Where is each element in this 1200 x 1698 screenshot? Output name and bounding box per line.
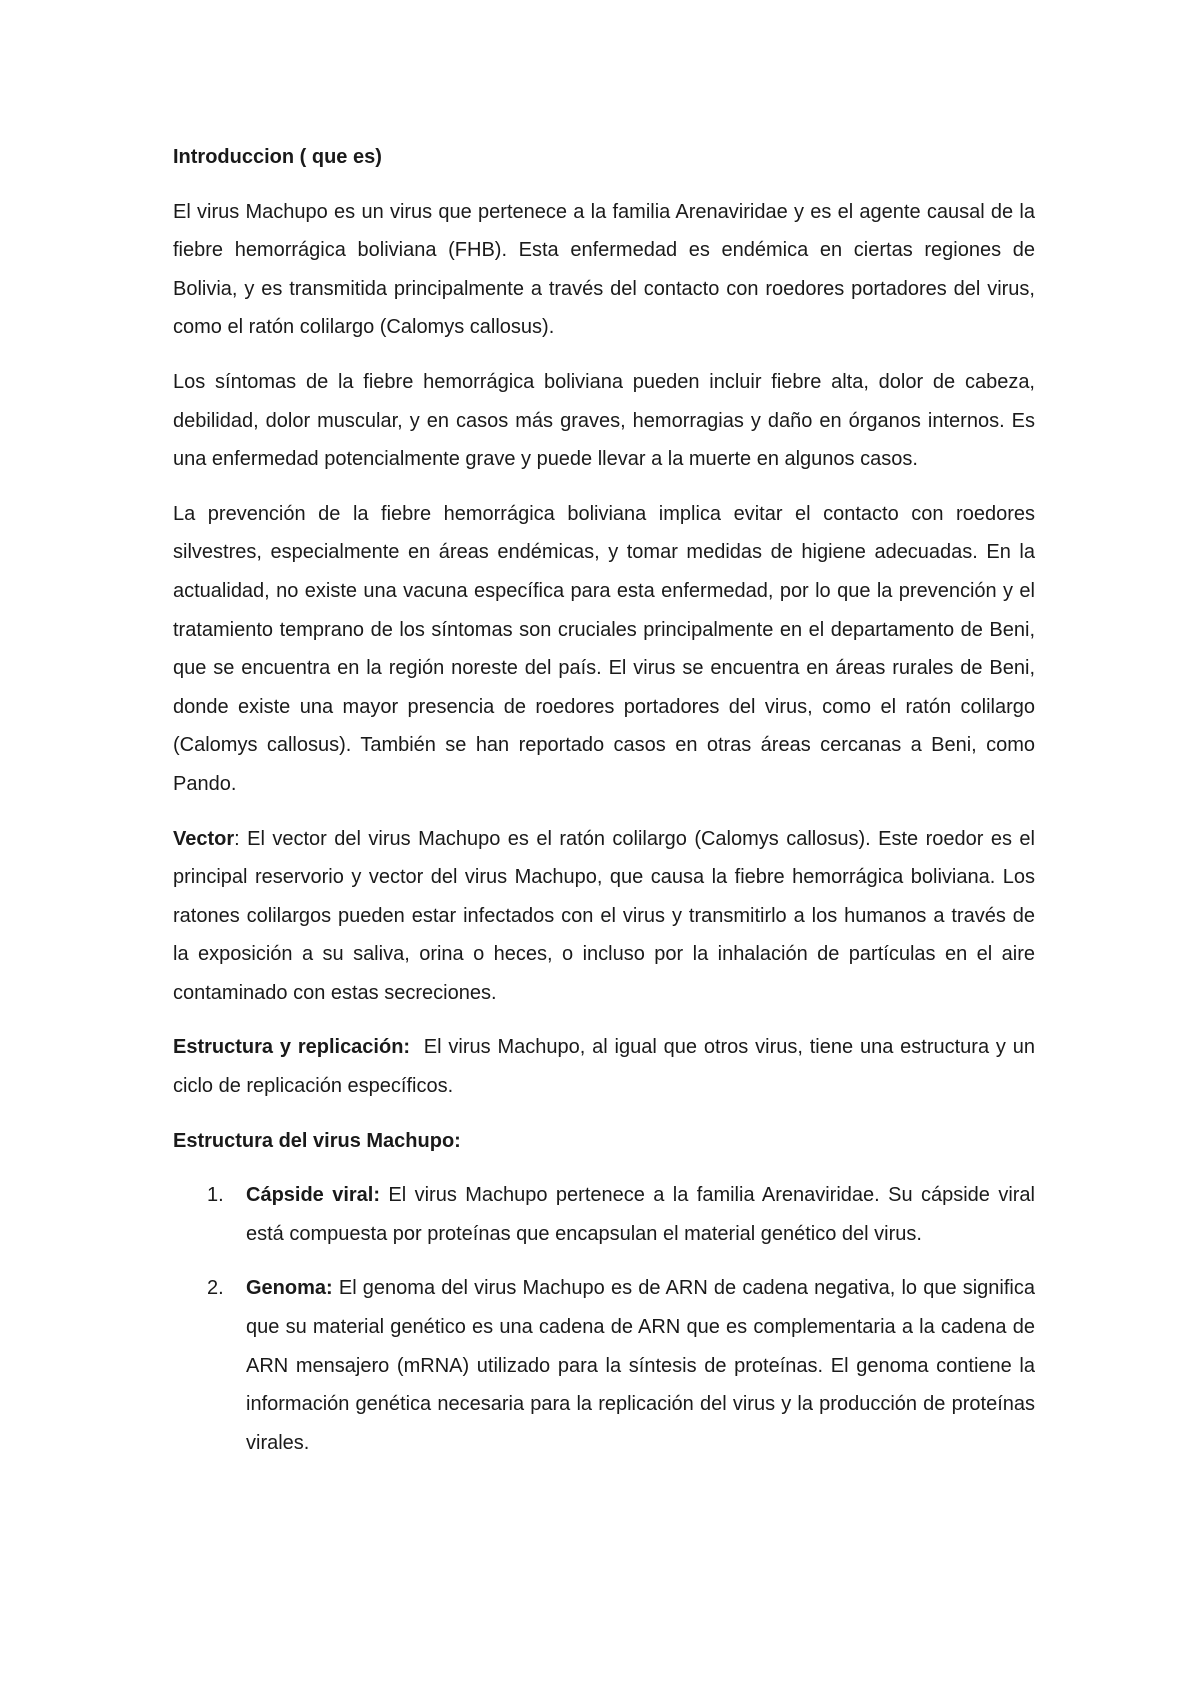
vector-label: Vector bbox=[173, 827, 235, 850]
vector-text: : El vector del virus Machupo es el ratón colilargo (Calomys callosus). Este roedor es el principal reservorio y vector del virus Machupo, que causa la fiebre hemorrágica boliviana. Los ratones colilargos pueden estar infectados con el virus y transmitirlo a los humanos a través de la exposición a su saliva, orina o heces, o incluso por la inhalación de partículas en el aire contaminado con estas secreciones. bbox=[173, 827, 1035, 1004]
paragraph-definition: El virus Machupo es un virus que pertenece a la familia Arenaviridae y es el agente causal de la fiebre hemorrágica boliviana (FHB). Esta enfermedad es endémica en ciertas regiones de Bolivia, y es transmitida principalmente a través del contacto con roedores portadores del virus, como el ratón colilargo (Calomys callosus). bbox=[173, 200, 1035, 339]
structure-replication-text: El virus Machupo, al igual que otros virus, tiene una estructura y un ciclo de replicación específicos. bbox=[173, 1036, 1041, 1098]
paragraph-structure-replication bbox=[173, 1028, 1041, 1105]
intro-heading: Introduccion ( que es) bbox=[173, 146, 382, 168]
paragraph-prevention: La prevención de la fiebre hemorrágica boliviana implica evitar el contacto con roedores silvestres, especialmente en áreas endémicas, y tomar medidas de higiene adecuadas. En la actualidad, no existe una vacuna específica para esta enfermedad, por lo que la prevención y el tratamiento temprano de los síntomas son cruciales principalmente en el departamento de Beni, que se encuentra en la región noreste del país. El virus se encuentra en áreas rurales de Beni, donde existe una mayor presencia de roedores portadores del virus, como el ratón colilargo (Calomys callosus). También se han reportado casos en otras áreas cercanas a Beni, como Pando. bbox=[173, 502, 1035, 795]
structure-heading: Estructura del virus Machupo: bbox=[173, 1129, 461, 1152]
list-number: 1. bbox=[207, 1184, 224, 1207]
document-page bbox=[173, 138, 1041, 1478]
capsid-label: Cápside viral: bbox=[246, 1184, 381, 1207]
structure-list bbox=[173, 1176, 1035, 1462]
genome-text: El genoma del virus Machupo es de ARN de cadena negativa, lo que significa que su material genético es una cadena de ARN que es complementaria a la cadena de ARN mensajero (mRNA) utilizado para la síntesis de proteínas. El genoma contiene la información genética necesaria para la replicación del virus y la producción de proteínas virales. bbox=[246, 1277, 1035, 1454]
capsid-text: El virus Machupo pertenece a la familia Arenaviridae. Su cápside viral está compuesta por proteínas que encapsulan el material genético del virus. bbox=[246, 1184, 1035, 1245]
genome-label: Genoma: bbox=[246, 1277, 333, 1300]
list-item-capsid bbox=[173, 1176, 1035, 1253]
structure-replication-label: Estructura y replicación: bbox=[173, 1036, 411, 1059]
list-item-genome bbox=[173, 1269, 1035, 1462]
list-number: 2. bbox=[207, 1277, 224, 1300]
paragraph-vector bbox=[173, 820, 1035, 1013]
paragraph-symptoms: Los síntomas de la fiebre hemorrágica boliviana pueden incluir fiebre alta, dolor de cabeza, debilidad, dolor muscular, y en casos más graves, hemorragias y daño en órganos internos. Es una enfermedad potencialmente grave y puede llevar a la muerte en algunos casos. bbox=[173, 370, 1035, 471]
